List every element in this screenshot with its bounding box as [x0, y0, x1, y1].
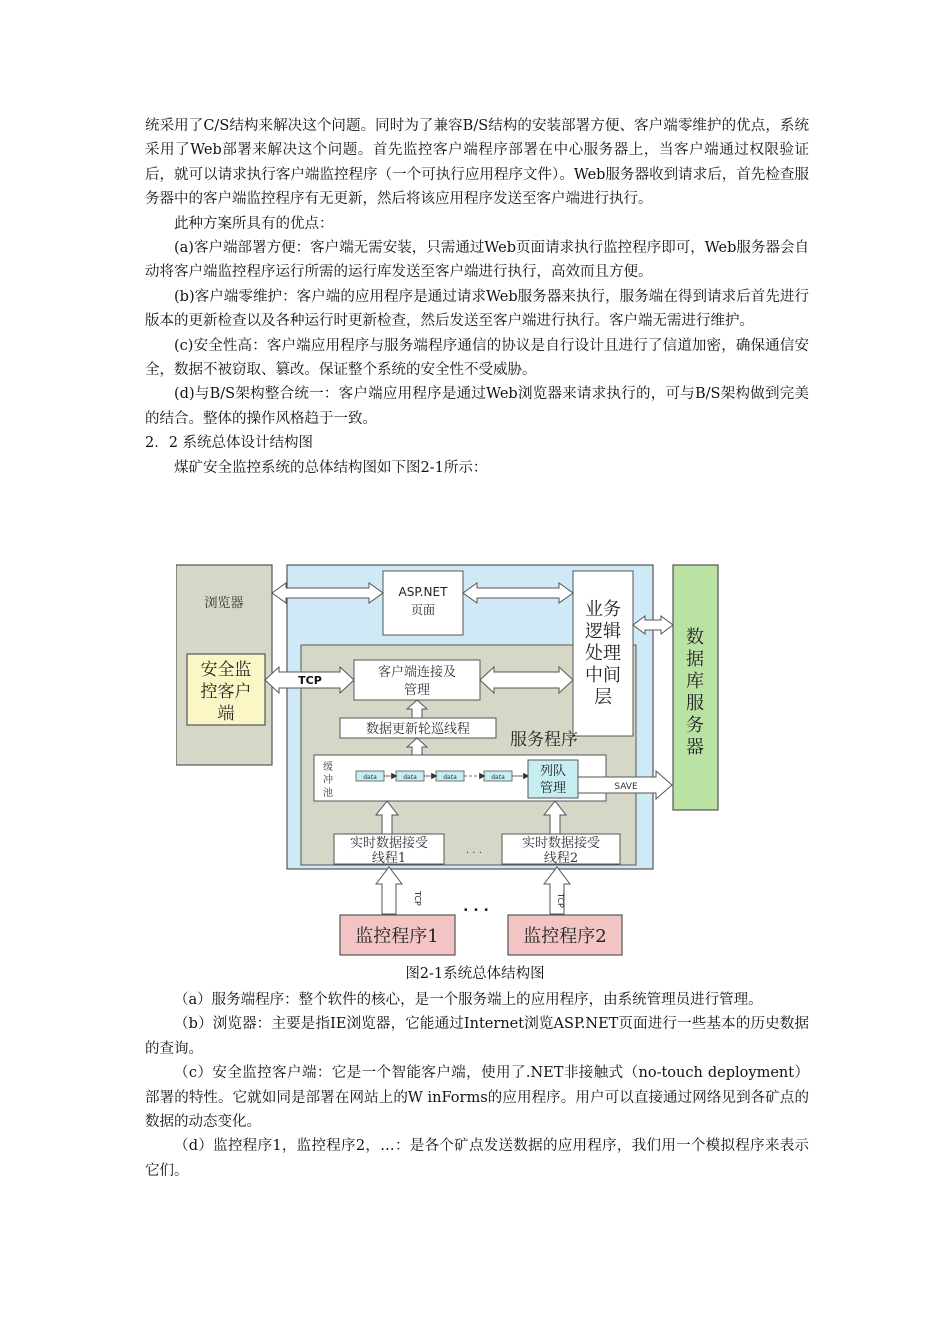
- aspnet-label-2: 页面: [410, 603, 436, 617]
- recv2-label-2: 线程2: [543, 851, 579, 866]
- data-cell: [484, 771, 512, 781]
- queue-label-1: 列队: [539, 764, 567, 779]
- save-label: SAVE: [614, 782, 638, 792]
- buffer-label-3: 池: [323, 788, 333, 799]
- aspnet-label-1: ASP.NET: [398, 585, 448, 599]
- paragraph: （b）浏览器：主要是指IE浏览器，它能通过Internet浏览ASP.NET页面进行一些基本的历史数据的查询。: [145, 1016, 809, 1057]
- tcp-vertical-label-1: TCP: [413, 891, 422, 906]
- document-body-bottom: [145, 988, 809, 1183]
- tcp-vertical-label-2: TCP: [556, 893, 565, 908]
- svg-text:data: data: [403, 774, 417, 781]
- monitor-1-label: 监控程序1: [355, 926, 439, 947]
- biz-label-4: 中间: [585, 665, 621, 686]
- biz-label-1: 业务: [585, 599, 621, 620]
- paragraph: (c)安全性高：客户端应用程序与服务端程序通信的协议是自行设计且进行了信道加密，确保通信安全，数据不被窃取、篡改。保证整个系统的安全性不受威胁。: [145, 337, 809, 379]
- conn-label-2: 管理: [403, 683, 431, 698]
- conn-label-1: 客户端连接及: [377, 665, 457, 680]
- data-cell: [396, 771, 424, 781]
- db-label-6: 器: [686, 737, 704, 758]
- recv1-label-1: 实时数据接受: [349, 836, 429, 851]
- svg-text:data: data: [363, 774, 377, 781]
- paragraph: 统采用了C/S结构来解决这个问题。同时为了兼容B/S结构的安装部署方便、客户端零维护的优点，系统采用了Web部署来解决这个问题。首先监控客户端程序部署在中心服务器上，当客户端通过权限验证后，就可以请求执行客户端监控程序（一个可执行应用程序文件）。Web服务器收到请求后，首先检查服务器中的客户端监控程序有无更新，然后将该应用程序发送至客户端进行执行。: [145, 118, 809, 208]
- update-thread-label: 数据更新轮巡线程: [365, 722, 471, 737]
- client-label-2: 控客户: [200, 682, 252, 702]
- service-program-label: 服务程序: [510, 730, 578, 750]
- db-label-4: 服: [686, 693, 704, 714]
- biz-label-5: 层: [594, 687, 612, 708]
- biz-label-3: 处理: [585, 643, 621, 664]
- document-body-top: [145, 114, 809, 480]
- arrow-mon1-tcp: [376, 867, 402, 914]
- svg-text:data: data: [443, 774, 457, 781]
- paragraph: (b)客户端零维护：客户端的应用程序是通过请求Web服务器来执行，服务端在得到请求后首先进行版本的更新检查以及各种运行时更新检查，然后发送至客户端进行执行。客户端无需进行维护。: [145, 288, 809, 330]
- browser-label: 浏览器: [204, 596, 244, 611]
- queue-label-2: 管理: [539, 781, 567, 796]
- monitor-2-label: 监控程序2: [523, 926, 607, 947]
- data-cell: [436, 771, 464, 781]
- paragraph: （d）监控程序1，监控程序2，…：是各个矿点发送数据的应用程序，我们用一个模拟程序来表示它们。: [145, 1138, 809, 1179]
- tcp-label: TCP: [298, 674, 322, 687]
- paragraph: 此种方案所具有的优点：: [174, 215, 334, 232]
- system-architecture-diagram: [176, 561, 726, 961]
- paragraph: (d)与B/S架构整合统一：客户端应用程序是通过Web浏览器来请求执行的，可与B/S架构做到完美的结合。整体的操作风格趋于一致。: [145, 386, 809, 427]
- recv2-label-1: 实时数据接受: [521, 836, 601, 851]
- db-label-5: 务: [686, 715, 704, 736]
- buffer-label-1: 缓: [323, 762, 333, 773]
- db-label-3: 库: [686, 671, 704, 692]
- svg-text:data: data: [491, 774, 505, 781]
- data-cell: [356, 771, 384, 781]
- recv1-label-2: 线程1: [371, 851, 407, 866]
- figure-intro: 煤矿安全监控系统的总体结构图如下图2-1所示：: [174, 459, 488, 476]
- section-heading: 2．2 系统总体设计结构图: [145, 435, 314, 452]
- ellipsis-monitors: . . .: [463, 899, 489, 915]
- ellipsis-threads: . . .: [466, 845, 482, 856]
- figure-caption: 图2-1系统总体结构图: [405, 966, 545, 982]
- paragraph: （a）服务端程序：整个软件的核心，是一个服务端上的应用程序，由系统管理员进行管理。: [174, 992, 763, 1008]
- biz-label-2: 逻辑: [585, 621, 621, 642]
- paragraph: （c）安全监控客户端：它是一个智能客户端，使用了.NET非接触式（no-touch deployment）部署的特性。它就如同是部署在网站上的W inForms的应用程序。用户可以直接通过网络见到各矿点的数据的动态变化。: [145, 1065, 809, 1131]
- db-label-2: 据: [686, 649, 704, 670]
- db-label-1: 数: [686, 627, 704, 648]
- client-label-1: 安全监: [200, 660, 252, 680]
- client-label-3: 端: [217, 704, 235, 724]
- buffer-label-2: 冲: [323, 775, 333, 786]
- paragraph: (a)客户端部署方便：客户端无需安装，只需通过Web页面请求执行监控程序即可，Web服务器会自动将客户端监控程序运行所需的运行库发送至客户端进行执行，高效而且方便。: [145, 240, 809, 281]
